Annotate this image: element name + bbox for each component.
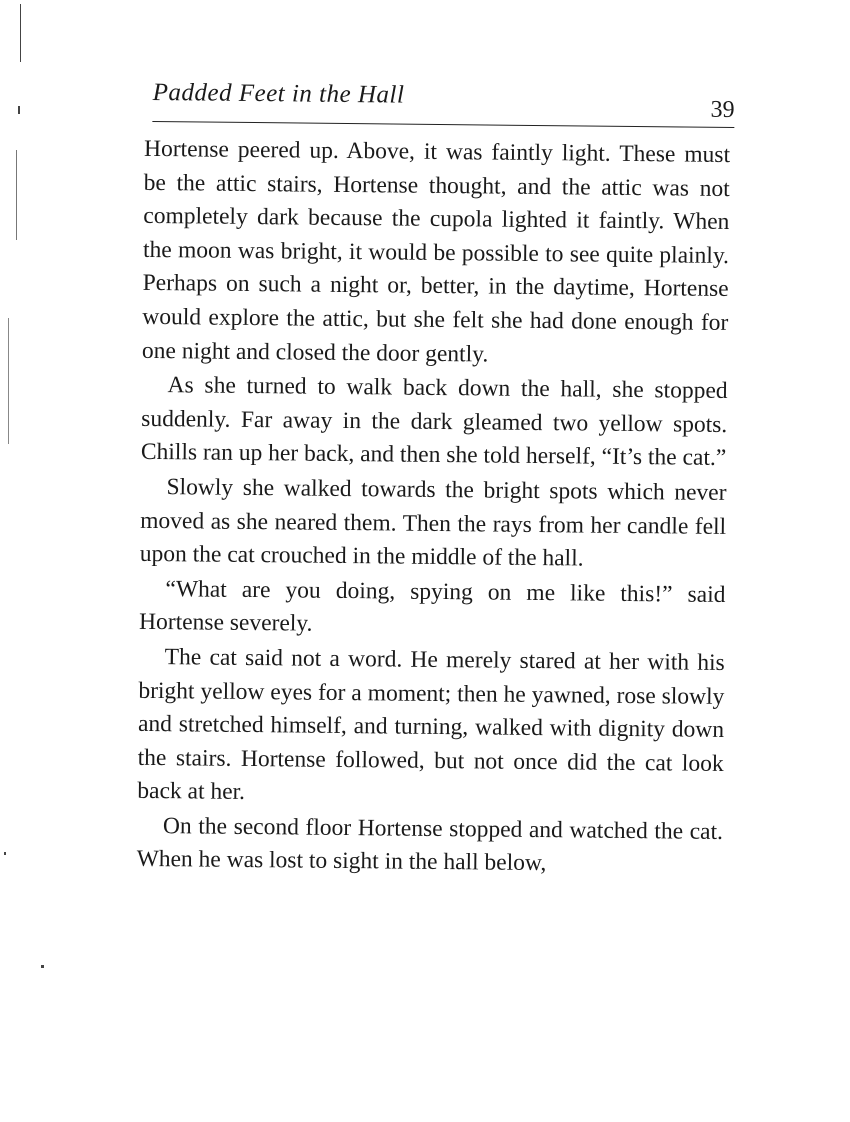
paragraph: On the second floor Hortense stopped and watched the cat. When he was lost to sight in the hall below, [136,812,724,877]
scan-speck [41,965,44,968]
body-text [136,133,730,883]
paragraph: The cat said not a word. He merely stared at her with his bright yellow eyes for a moment; then he yawned, rose slowly and stretched himself, and turning, walked with dignity down the stairs. Hortense followed, but not once did the cat look back at her. [137,644,725,806]
scan-speck [20,4,21,62]
paragraph: Slowly she walked towards the bright spots which never moved as she neared them. Then the rays from her candle fell upon the cat crouched in the middle of the hall. [139,474,727,572]
paragraph: “What are you doing, spying on me like this!” said Hortense severely. [138,575,726,637]
scan-speck [18,106,20,114]
scan-speck [4,852,6,855]
scan-speck [16,150,17,240]
scan-speck [8,318,9,444]
page-number: 39 [710,96,735,124]
running-head [152,77,734,128]
paragraph: As she turned to walk back down the hall, she stopped suddenly. Far away in the dark gleamed two yellow spots. Chills ran up her back, and then she told herself, “It’s the cat.” [140,372,728,472]
paragraph: Hortense peered up. Above, it was faintly light. These must be the attic stairs, Hortense thought, and the attic was not completely dark because the cupola lighted it faintly. When the moon was bright, it would be possible to see quite plainly. Perhaps on such a night or, better, in the daytime, Hortense would explore the attic, but she felt she had done enough for one night and closed the door gently. [141,135,731,368]
running-title: Padded Feet in the Hall [152,78,405,109]
